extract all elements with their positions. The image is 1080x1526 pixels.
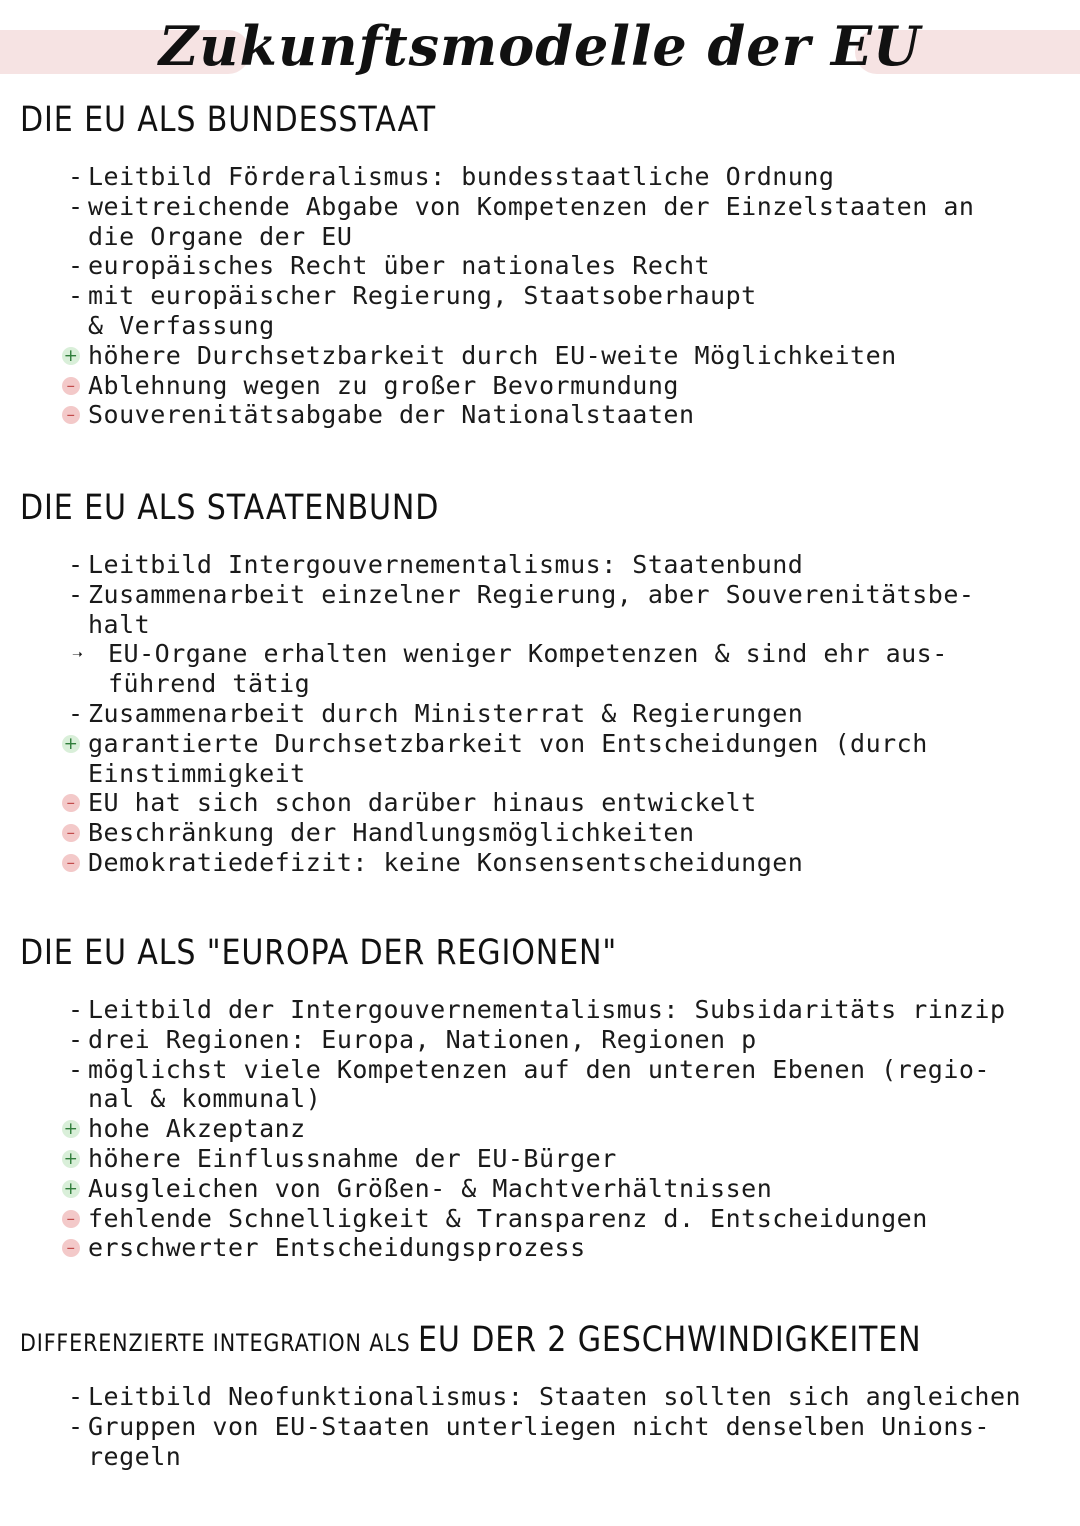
section-heading-big: EU DER 2 GESCHWINDIGKEITEN	[417, 1320, 922, 1360]
list-item	[68, 1025, 1070, 1055]
item-text-line: höhere Einflussnahme der EU-Bürger	[88, 1143, 617, 1173]
item-text-line: Ablehnung wegen zu großer Bevormundung	[88, 370, 679, 400]
con-item	[68, 371, 1070, 401]
dash-bullet: -	[68, 1411, 84, 1441]
arrow-right-icon: ➝	[72, 645, 84, 667]
item-text-line: halt	[88, 609, 151, 639]
list-item	[68, 251, 1070, 281]
section-heading: DIE EU ALS BUNDESSTAAT	[20, 100, 436, 140]
item-text-line: drei Regionen: Europa, Nationen, Regionen p	[88, 1024, 757, 1054]
item-text-line: & Verfassung	[88, 310, 275, 340]
section-heading: DIE EU ALS "EUROPA DER REGIONEN"	[20, 933, 618, 973]
list-item	[68, 192, 1070, 252]
item-text-line: Beschränkung der Handlungsmöglichkeiten	[88, 818, 695, 848]
section-heading: DIE EU ALS STAATENBUND	[20, 488, 440, 528]
item-text-line: EU hat sich schon darüber hinaus entwickelt	[88, 788, 757, 818]
pro-item	[63, 340, 1070, 371]
item-text-line: garantierte Durchsetzbarkeit von Entscheidungen (durch	[88, 728, 928, 758]
item-text-line: Ausgleichen von Größen- & Machtverhältnissen	[88, 1173, 773, 1203]
section-heading	[20, 1320, 923, 1360]
item-text-line: höhere Durchsetzbarkeit durch EU-weite Möglichkeiten	[88, 340, 897, 370]
dash-bullet: -	[68, 1024, 84, 1054]
item-text-line: die Organe der EU	[88, 221, 353, 251]
con-item	[68, 400, 1070, 430]
con-item	[68, 1233, 1070, 1263]
item-text-line: Leitbild Intergouvernementalismus: Staatenbund	[88, 550, 804, 579]
section-heading-small: DIFFERENZIERTE INTEGRATION ALS	[20, 1329, 411, 1357]
item-list	[20, 995, 1070, 1263]
item-text-line: weitreichende Abgabe von Kompetenzen der Einzelstaaten an	[88, 191, 975, 221]
section-europa-der-regionen	[20, 933, 1070, 1263]
section-zwei-geschwindigkeiten	[20, 1320, 1070, 1471]
list-item	[68, 162, 1070, 192]
list-item	[68, 995, 1070, 1025]
minus-icon: –	[62, 406, 80, 424]
dash-bullet: -	[68, 191, 84, 221]
list-item	[68, 281, 1070, 341]
con-item	[68, 818, 1070, 848]
list-item	[68, 1412, 1070, 1472]
minus-icon: –	[62, 854, 80, 872]
item-text-line: Gruppen von EU-Staaten unterliegen nicht denselben Unions-	[88, 1411, 990, 1441]
list-item	[68, 550, 1070, 580]
con-item	[68, 848, 1070, 878]
item-text-line: hohe Akzeptanz	[88, 1114, 306, 1144]
item-text-line: Zusammenarbeit einzelner Regierung, aber Souverenitätsbe-	[88, 579, 975, 609]
item-text-line: Leitbild Neofunktionalismus: Staaten sollten sich angleichen	[88, 1382, 1022, 1411]
dash-bullet: -	[68, 281, 84, 311]
list-item	[68, 1055, 1070, 1115]
dash-bullet: -	[68, 1054, 84, 1084]
dash-bullet: -	[68, 162, 84, 191]
minus-icon: –	[62, 1210, 80, 1228]
dash-bullet: -	[68, 550, 84, 579]
pro-item	[63, 1143, 1070, 1174]
item-text-line: Leitbild der Intergouvernementalismus: Subsidaritäts rinzip	[88, 995, 1006, 1024]
item-text-line: möglichst viele Kompetenzen auf den unteren Ebenen (regio-	[88, 1054, 990, 1084]
minus-icon: –	[62, 824, 80, 842]
item-text-line: Souverenitätsabgabe der Nationalstaaten	[88, 400, 695, 430]
plus-icon: +	[63, 733, 79, 754]
item-text-line: europäisches Recht über nationales Recht	[88, 251, 711, 281]
page-title: Zukunftsmodelle der EU	[158, 14, 922, 78]
item-text-line: erschwerter Entscheidungsprozess	[88, 1233, 586, 1263]
section-staatenbund	[20, 488, 1070, 878]
list-item	[68, 580, 1070, 640]
pro-item	[63, 1173, 1070, 1204]
dash-bullet: -	[68, 698, 84, 728]
item-text-line: nal & kommunal)	[88, 1084, 322, 1114]
plus-icon: +	[63, 345, 79, 366]
con-item	[68, 788, 1070, 818]
pro-item	[63, 728, 1070, 789]
plus-icon: +	[63, 1178, 79, 1199]
section-bundesstaat	[20, 100, 1070, 430]
item-text-line: Zusammenarbeit durch Ministerrat & Regierungen	[88, 698, 804, 728]
dash-bullet: -	[68, 579, 84, 609]
dash-bullet: -	[68, 251, 84, 281]
item-text-line: führend tätig	[108, 669, 311, 699]
plus-icon: +	[63, 1119, 79, 1140]
item-list	[20, 162, 1070, 430]
item-list	[20, 550, 1070, 878]
item-text-line: mit europäischer Regierung, Staatsoberhaupt	[88, 281, 757, 311]
pro-item	[63, 1114, 1070, 1144]
list-item	[68, 1382, 1070, 1412]
item-text-line: fehlende Schnelligkeit & Transparenz d. Entscheidungen	[88, 1203, 928, 1233]
item-list	[20, 1382, 1070, 1471]
item-text-line: regeln	[88, 1441, 182, 1471]
con-item	[68, 1204, 1070, 1234]
list-item	[68, 639, 1070, 699]
minus-icon: –	[62, 1239, 80, 1257]
item-text-line: Einstimmigkeit	[88, 758, 306, 788]
minus-icon: –	[62, 377, 80, 395]
item-text-line: Leitbild Förderalismus: bundesstaatliche Ordnung	[88, 162, 835, 191]
dash-bullet: -	[68, 1382, 84, 1411]
list-item	[68, 699, 1070, 729]
item-text-line: Demokratiedefizit: keine Konsensentscheidungen	[88, 847, 804, 877]
plus-icon: +	[63, 1148, 79, 1169]
minus-icon: –	[62, 794, 80, 812]
dash-bullet: -	[68, 995, 84, 1024]
item-text-line: EU-Organe erhalten weniger Kompetenzen & sind ehr aus-	[108, 639, 948, 669]
